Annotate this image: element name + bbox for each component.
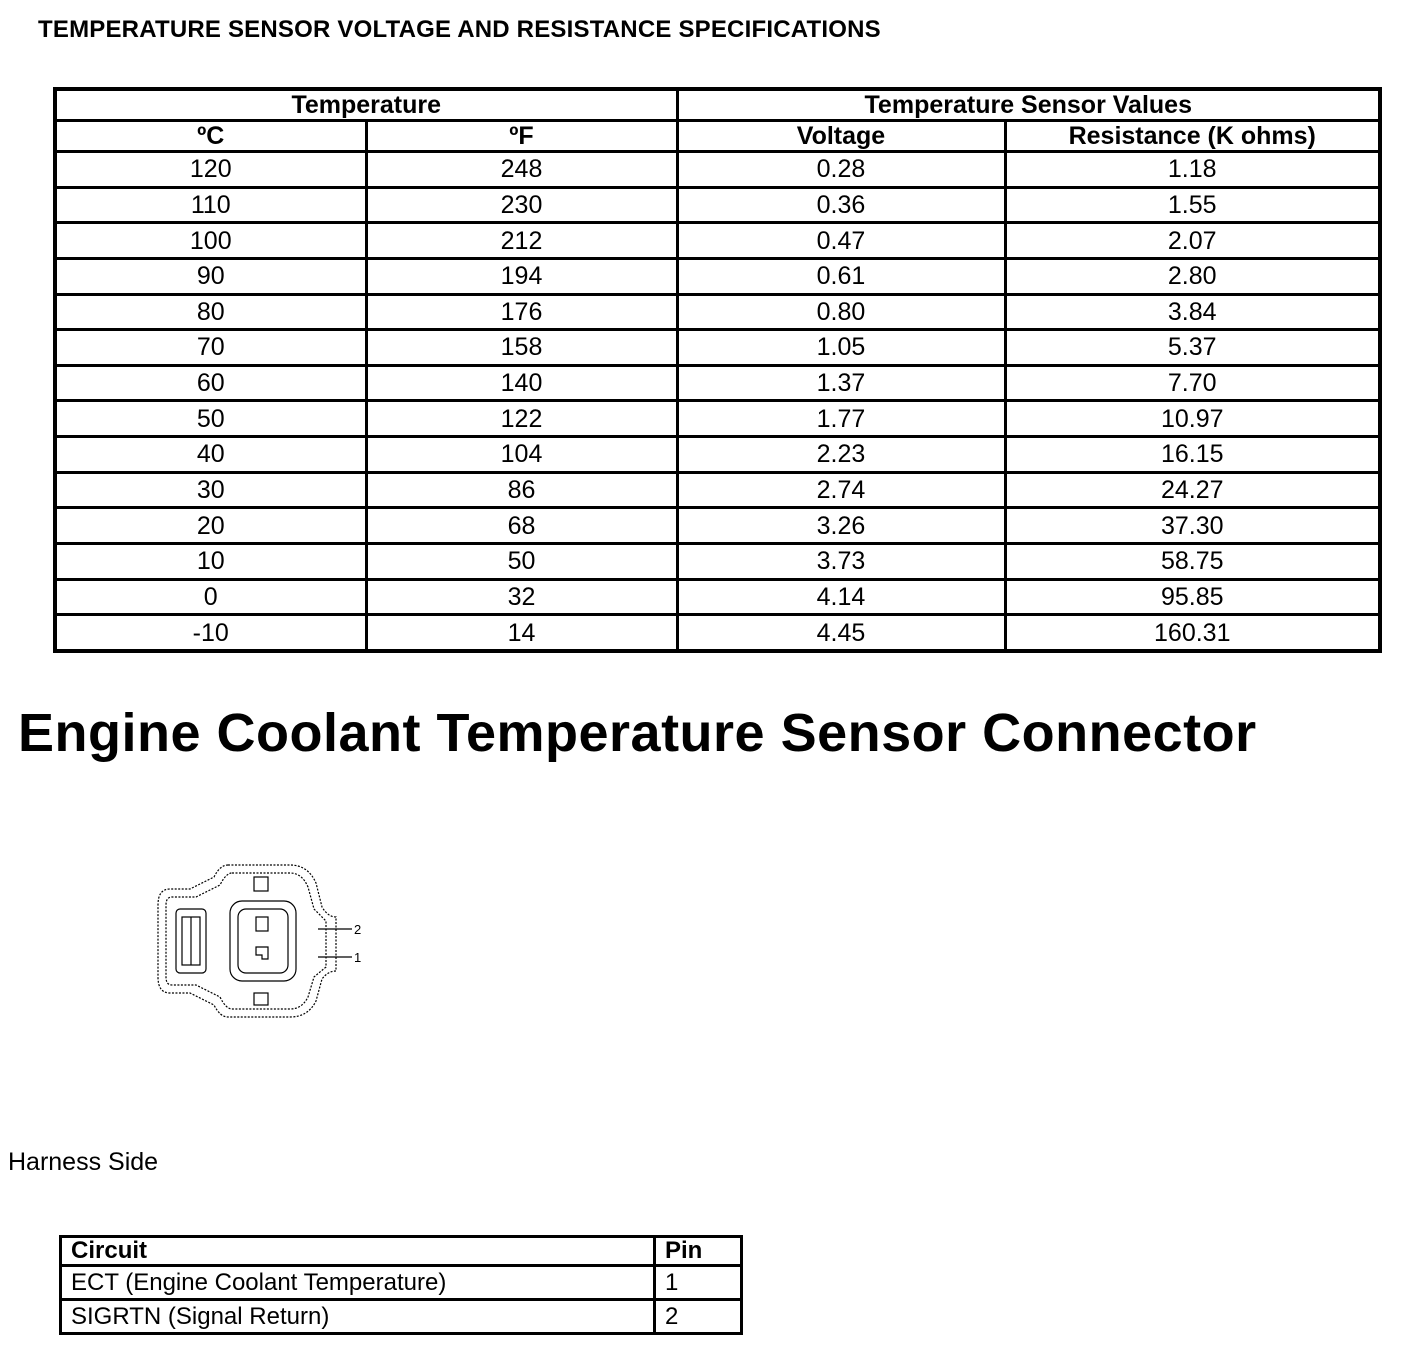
cell-v: 1.37 (677, 365, 1005, 401)
cell-f: 194 (366, 258, 677, 294)
header-celsius: ºC (55, 121, 366, 152)
cell-f: 158 (366, 330, 677, 366)
terminal-cavity-inner (238, 909, 288, 973)
cell-f: 212 (366, 223, 677, 259)
header-voltage: Voltage (677, 121, 1005, 152)
cell-r: 95.85 (1005, 579, 1380, 615)
cell-c: 10 (55, 543, 366, 579)
cell-v: 2.74 (677, 472, 1005, 508)
table-row (55, 223, 1380, 259)
table-row (55, 365, 1380, 401)
cell-v: 2.23 (677, 437, 1005, 473)
header-temperature: Temperature (55, 89, 677, 121)
cell-r: 58.75 (1005, 543, 1380, 579)
bottom-tab (254, 993, 268, 1005)
cell-c: 20 (55, 508, 366, 544)
cell-r: 1.18 (1005, 152, 1380, 188)
cell-r: 37.30 (1005, 508, 1380, 544)
table-row (55, 401, 1380, 437)
pin-2-terminal (256, 917, 268, 931)
cell-c: 70 (55, 330, 366, 366)
cell-v: 1.77 (677, 401, 1005, 437)
cell-v: 0.47 (677, 223, 1005, 259)
cell-r: 10.97 (1005, 401, 1380, 437)
header-fahrenheit: ºF (366, 121, 677, 152)
cell-r: 7.70 (1005, 365, 1380, 401)
table-row (55, 330, 1380, 366)
terminal-cavity (230, 901, 296, 981)
cell-c: 50 (55, 401, 366, 437)
table-row (55, 543, 1380, 579)
cell-v: 0.80 (677, 294, 1005, 330)
cell-pin: 1 (655, 1266, 742, 1300)
cell-f: 68 (366, 508, 677, 544)
cell-f: 32 (366, 579, 677, 615)
pin-label-1: 1 (354, 950, 362, 965)
cell-f: 104 (366, 437, 677, 473)
table-row (55, 258, 1380, 294)
cell-c: 80 (55, 294, 366, 330)
cell-v: 0.28 (677, 152, 1005, 188)
cell-v: 4.45 (677, 615, 1005, 651)
cell-f: 50 (366, 543, 677, 579)
cell-r: 2.07 (1005, 223, 1380, 259)
cell-v: 0.36 (677, 187, 1005, 223)
cell-c: 0 (55, 579, 366, 615)
header-pin: Pin (655, 1237, 742, 1266)
cell-c: 100 (55, 223, 366, 259)
cell-f: 230 (366, 187, 677, 223)
cell-r: 3.84 (1005, 294, 1380, 330)
spec-title: TEMPERATURE SENSOR VOLTAGE AND RESISTANCE SPECIFICATIONS (38, 16, 881, 43)
cell-r: 1.55 (1005, 187, 1380, 223)
pin-1-terminal (256, 947, 268, 959)
pin-label-2: 2 (354, 922, 362, 937)
cell-c: 60 (55, 365, 366, 401)
table-row (55, 615, 1380, 651)
table-row (55, 294, 1380, 330)
cell-pin: 2 (655, 1300, 742, 1334)
table-row (61, 1266, 742, 1300)
table-row (55, 579, 1380, 615)
cell-circuit: ECT (Engine Coolant Temperature) (61, 1266, 655, 1300)
cell-c: 40 (55, 437, 366, 473)
connector-title: Engine Coolant Temperature Sensor Connector (18, 703, 1257, 763)
connector-diagram (150, 855, 380, 1030)
header-circuit: Circuit (61, 1237, 655, 1266)
table-row (55, 437, 1380, 473)
cell-f: 86 (366, 472, 677, 508)
table-row (55, 187, 1380, 223)
cell-v: 3.26 (677, 508, 1005, 544)
harness-side-label: Harness Side (8, 1148, 159, 1176)
table-row (55, 472, 1380, 508)
cell-f: 176 (366, 294, 677, 330)
cell-r: 160.31 (1005, 615, 1380, 651)
cell-r: 24.27 (1005, 472, 1380, 508)
table-row (55, 508, 1380, 544)
spec-table (53, 87, 1382, 653)
cell-c: 110 (55, 187, 366, 223)
header-sensor-values: Temperature Sensor Values (677, 89, 1380, 121)
header-resistance: Resistance (K ohms) (1005, 121, 1380, 152)
cell-f: 122 (366, 401, 677, 437)
cell-c: 120 (55, 152, 366, 188)
pin-table (59, 1235, 743, 1335)
cell-v: 1.05 (677, 330, 1005, 366)
cell-v: 4.14 (677, 579, 1005, 615)
cell-f: 140 (366, 365, 677, 401)
top-tab (254, 877, 268, 891)
table-row (61, 1300, 742, 1334)
connector-inner-shell (166, 873, 326, 1009)
cell-circuit: SIGRTN (Signal Return) (61, 1300, 655, 1334)
cell-c: 30 (55, 472, 366, 508)
cell-f: 248 (366, 152, 677, 188)
cell-r: 2.80 (1005, 258, 1380, 294)
spec-table-body (55, 152, 1380, 652)
cell-r: 5.37 (1005, 330, 1380, 366)
cell-c: -10 (55, 615, 366, 651)
pin-table-body (61, 1266, 742, 1334)
cell-f: 14 (366, 615, 677, 651)
cell-r: 16.15 (1005, 437, 1380, 473)
table-row (55, 152, 1380, 188)
cell-v: 3.73 (677, 543, 1005, 579)
cell-v: 0.61 (677, 258, 1005, 294)
cell-c: 90 (55, 258, 366, 294)
